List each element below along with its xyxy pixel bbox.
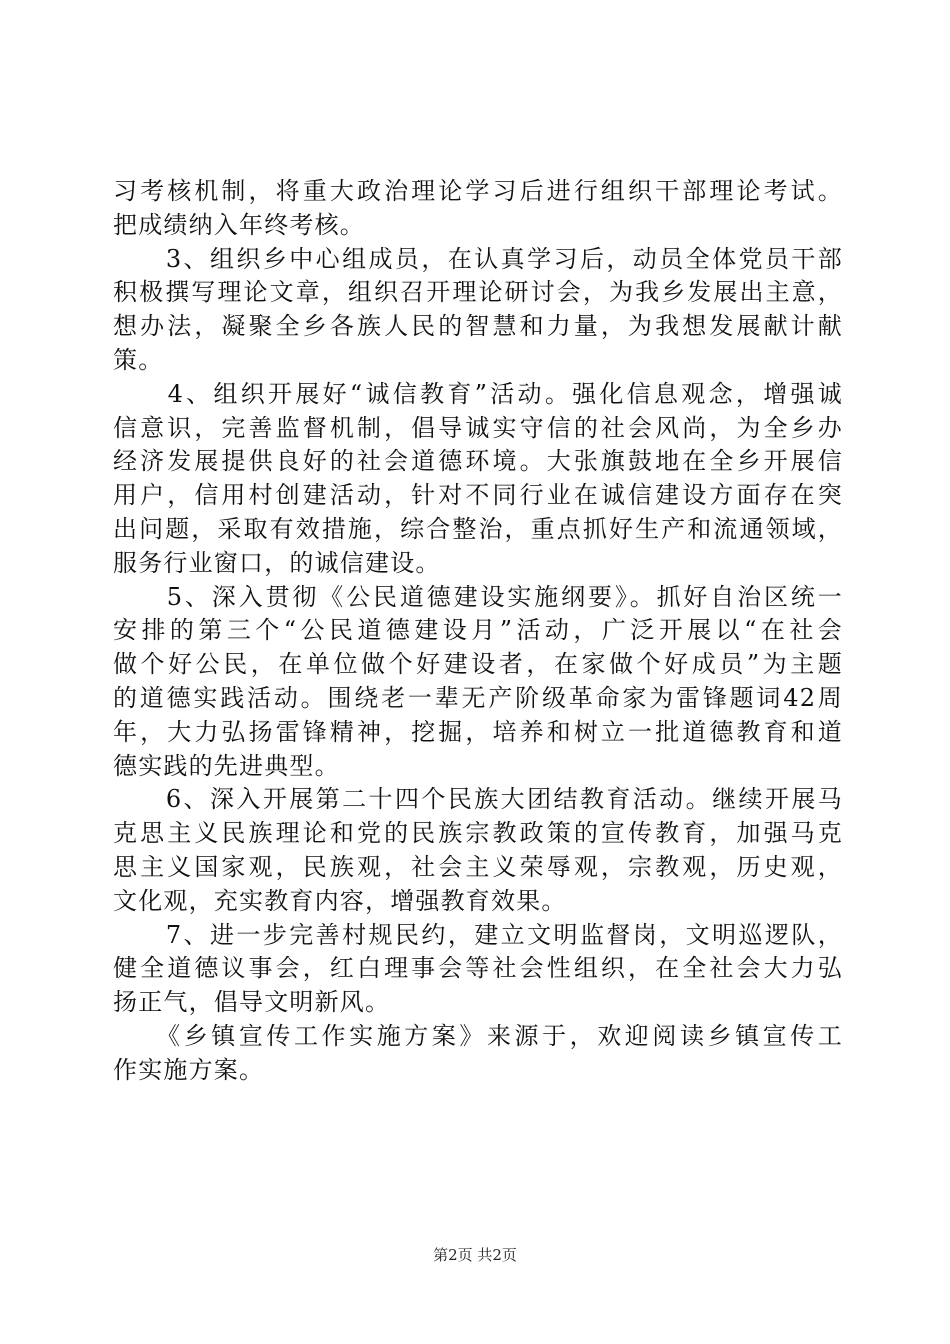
- text-line: 做个好公民，在单位做个好建设者，在家做个好成员”为主题: [113, 650, 843, 679]
- text-line: 习考核机制，将重大政治理论学习后进行组织干部理论考试。: [113, 177, 843, 205]
- text-line: 经济发展提供良好的社会道德环境。大张旗鼓地在全乡开展信: [113, 447, 843, 476]
- text-line: 6、深入开展第二十四个民族大团结教育活动。继续开展马: [113, 785, 843, 814]
- text-line: 3、组织乡中心组成员，在认真学习后，动员全体党员干部: [113, 244, 843, 273]
- text-line: 积极撰写理论文章，组织召开理论研讨会，为我乡发展出主意，: [113, 278, 843, 307]
- text-line: 信意识，完善监督机制，倡导诚实守信的社会风尚，为全乡办: [113, 413, 843, 442]
- text-line: 克思主义民族理论和党的民族宗教政策的宣传教育，加强马克: [113, 819, 843, 848]
- text-line: 健全道德议事会，红白理事会等社会性组织，在全社会大力弘: [113, 954, 843, 983]
- text-line: 用户，信用村创建活动，针对不同行业在诚信建设方面存在突: [113, 481, 843, 510]
- text-line: 德实践的先进典型。: [113, 751, 340, 780]
- text-line: 7、进一步完善村规民约，建立文明监督岗，文明巡逻队，: [113, 920, 843, 949]
- document-body: [113, 175, 843, 1088]
- page-footer: 第2页 共2页: [433, 1246, 517, 1264]
- text-line: 出问题，采取有效措施，综合整治，重点抓好生产和流通领域，: [113, 514, 843, 543]
- text-line: 《乡镇宣传工作实施方案》来源于，欢迎阅读乡镇宣传工: [113, 1021, 843, 1050]
- text-line: 把成绩纳入年终考核。: [113, 210, 365, 239]
- text-line: 安排的第三个“公民道德建设月”活动，广泛开展以“在社会: [113, 616, 843, 645]
- text-line: 作实施方案。: [113, 1055, 265, 1084]
- text-line: 策。: [113, 345, 164, 374]
- text-line: 思主义国家观，民族观，社会主义荣辱观，宗教观，历史观，: [113, 852, 843, 881]
- text-line: 的道德实践活动。围绕老一辈无产阶级革命家为雷锋题词42周: [113, 683, 843, 712]
- text-line: 5、深入贯彻《公民道德建设实施纲要》。抓好自治区统一: [113, 582, 843, 611]
- text-line: 服务行业窗口，的诚信建设。: [113, 548, 441, 577]
- text-line: 文化观，充实教育内容，增强教育效果。: [113, 886, 567, 915]
- text-line: 4、组织开展好“诚信教育”活动。强化信息观念，增强诚: [113, 379, 843, 408]
- text-line: 扬正气，倡导文明新风。: [113, 988, 391, 1017]
- text-line: 年，大力弘扬雷锋精神，挖掘，培养和树立一批道德教育和道: [113, 717, 843, 746]
- text-line: 想办法，凝聚全乡各族人民的智慧和力量，为我想发展献计献: [113, 312, 843, 341]
